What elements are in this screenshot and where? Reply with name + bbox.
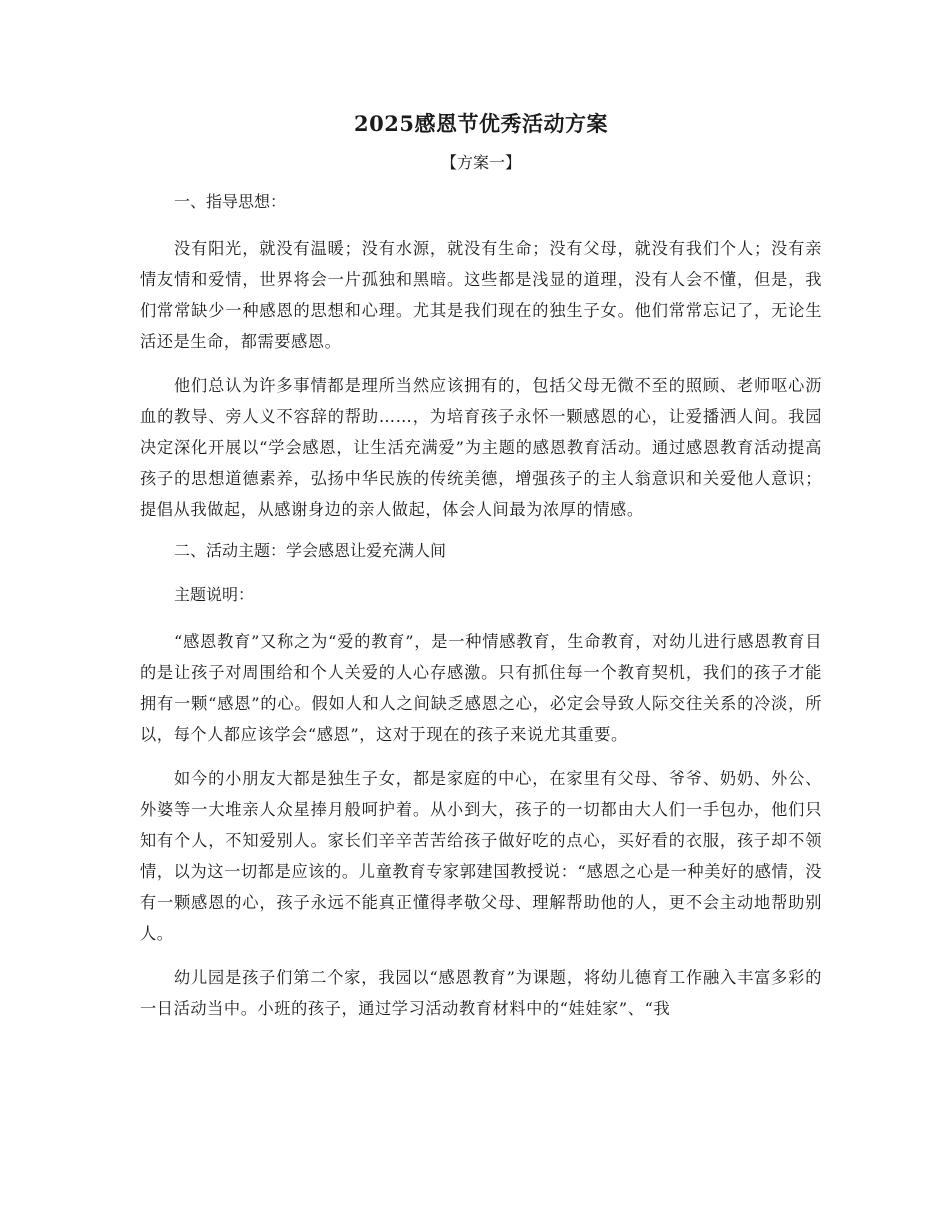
theme-note-heading: 主题说明：: [174, 585, 255, 604]
document-subtitle: 【方案一】: [440, 153, 521, 172]
paragraph: 他们总认为许多事情都是理所当然应该拥有的，包括父母无微不至的照顾、老师呕心沥血的教导、旁人义不容辞的帮助……，为培育孩子永怀一颗感恩的心，让爱播洒人间。我园决定深化开展以“学会感恩，让生活充满爱”为主题的感恩教育活动。通过感恩教育活动提高孩子的思想道德素养，弘扬中华民族的传统美德，增强孩子的主人翁意识和关爱他人意识；提倡从我做起，从感谢身边的亲人做起，体会人间最为浓厚的情感。: [140, 376, 822, 519]
paragraph: 没有阳光，就没有温暖；没有水源，就没有生命；没有父母，就没有我们个人；没有亲情友情和爱情，世界将会一片孤独和黑暗。这些都是浅显的道理，没有人会不懂，但是，我们常常缺少一种感恩的思想和心理。尤其是我们现在的独生子女。他们常常忘记了，无论生活还是生命，都需要感恩。: [140, 239, 822, 351]
paragraph: 如今的小朋友大都是独生子女，都是家庭的中心，在家里有父母、爷爷、奶奶、外公、外婆等一大堆亲人众星捧月般呵护着。从小到大，孩子的一切都由大人们一手包办，他们只知有个人，不知爱别人。家长们辛辛苦苦给孩子做好吃的点心，买好看的衣服，孩子却不领情，以为这一切都是应该的。儿童教育专家郭建国教授说：“感恩之心是一种美好的感情，没有一颗感恩的心，孩子永远不能真正懂得孝敬父母、理解帮助他的人，更不会主动地帮助别人。: [140, 769, 822, 943]
section-heading-activity-theme: 二、活动主题：学会感恩让爱充满人间: [174, 541, 447, 560]
document-page: [140, 108, 822, 1037]
paragraph: “感恩教育”又称之为“爱的教育”，是一种情感教育，生命教育，对幼儿进行感恩教育目的是让孩子对周围给和个人关爱的人心存感激。只有抓住每一个教育契机，我们的孩子才能拥有一颗“感恩”的心。假如人和人之间缺乏感恩之心，必定会导致人际交往关系的冷淡，所以，每个人都应该学会“感恩”，这对于现在的孩子来说尤其重要。: [140, 632, 822, 744]
section-heading-guiding-ideology: 一、指导思想：: [174, 192, 287, 211]
paragraph: 幼儿园是孩子们第二个家，我园以“感恩教育”为课题，将幼儿德育工作融入丰富多彩的一日活动当中。小班的孩子，通过学习活动教育材料中的“娃娃家”、“我: [140, 968, 822, 1018]
document-title: 2025感恩节优秀活动方案: [354, 111, 608, 136]
